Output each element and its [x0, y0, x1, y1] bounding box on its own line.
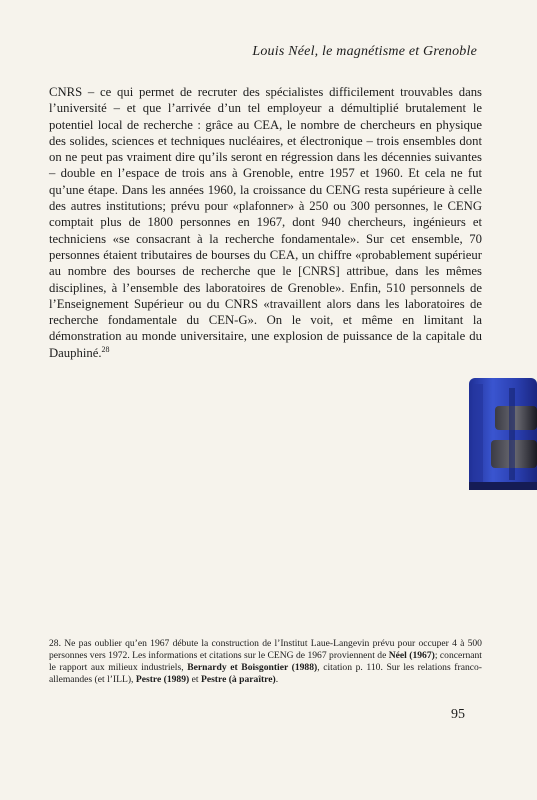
footnote-28	[49, 638, 482, 686]
footnote-reference[interactable]: 28	[101, 344, 110, 354]
footnote-number: 28.	[49, 638, 61, 649]
body-paragraph	[49, 84, 482, 361]
footnote-citation-pestre-1989: Pestre (1989)	[135, 673, 190, 685]
body-paragraph-text: CNRS – ce qui permet de recruter des spécialistes difficilement trouvables dans l’université – et que l’arrivée d’un tel employeur a démultiplié brutalement le potentiel local de recherche : grâce au CEA, le nombre de chercheurs en physique des solides, sciences et techniques nucléaires, et électronique – trois ensembles dont on ne peut pas vraiment dire qu’ils seront en régression dans les décennies suivantes – double en l’espace de trois ans à Grenoble, entre 1957 et 1960. Et cela ne fut qu’une étape. Dans les années 1960, la croissance du CENG resta supérieure à celle des autres institutions; prévu pour «plafonner» à 250 ou 300 personnes, le CENG comptait plus de 1800 personnes en 1967, dont 940 chercheurs, ingénieurs et techniciens «se consacrant à la recherche fondamentale». Sur cet ensemble, 70 personnes étaient tributaires de bourses du CEA, un chiffre «probablement supérieur au nombre des bourses de recherche que le [CNRS] attribue, dans les mêmes disciplines, à l’ensemble des laboratoires de Grenoble». Enfin, 510 personnels de l’Enseignement Supérieur ou du CNRS «travaillent alors dans les laboratoires de recherche fondamentale du CEN-G». On le voit, et même en limitant la démonstration au monde universitaire, une explosion de puissance de la capitale du Dauphiné.	[49, 85, 482, 360]
footnote-text-5: .	[275, 673, 279, 685]
footnote-text-3: , citation p. 110. Sur les relations franco-allemandes (et l’ILL),	[49, 661, 482, 685]
footnote-citation-neel: Néel (1967)	[388, 649, 435, 661]
footnote-text-1: Ne pas oublier qu’en 1967 débute la construction de l’Institut Laue-Langevin prévu pour occuper 4 à 500 personnes vers 1972. Les informations et citations sur le CENG de 1967 proviennent de	[49, 638, 482, 661]
footnote-citation-pestre-forthcoming: Pestre (à paraître)	[200, 673, 276, 685]
footnote-text-4: et	[189, 673, 201, 685]
running-head: Louis Néel, le magnétisme et Grenoble	[252, 44, 477, 59]
page-number: 95	[451, 707, 465, 722]
binder-clip-icon	[465, 378, 537, 490]
footnote-citation-bernardy: Bernardy et Boisgontier (1988)	[187, 661, 318, 673]
footnote-text-2: ; concernant le rapport aux milieux industriels,	[49, 649, 482, 673]
